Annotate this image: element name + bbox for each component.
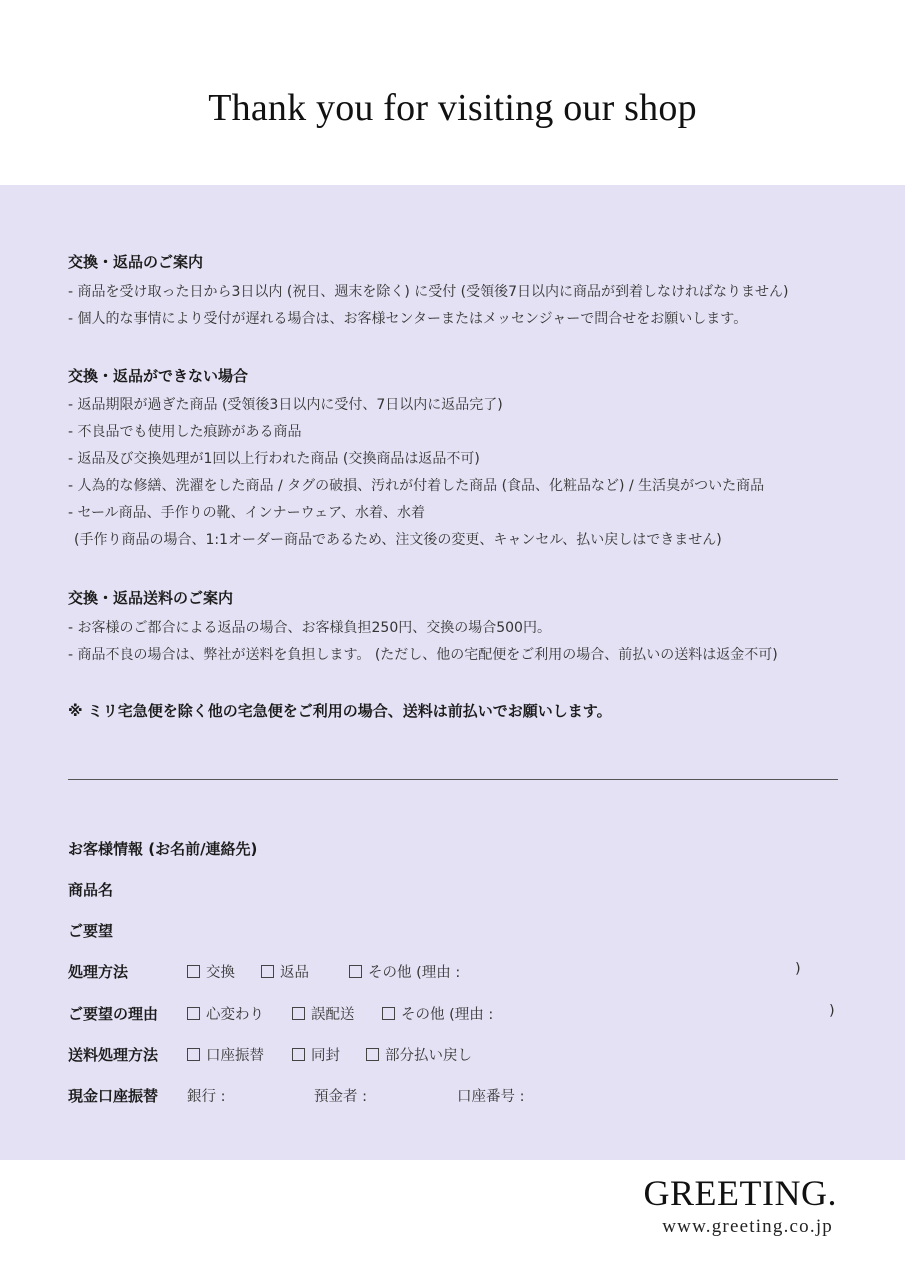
shipping-fee-heading: 交換・返品送料のご案内 [68, 589, 234, 607]
shipping-method-label: 送料処理方法 [68, 1046, 159, 1064]
reason-label: ご要望の理由 [68, 1005, 159, 1023]
shipping-fee-line: - お客様のご都合による返品の場合、お客様負担250円、交換の場合500円。 [68, 620, 551, 636]
reason-close-paren: ) [795, 961, 801, 977]
option-other[interactable] [349, 961, 460, 982]
not-allowed-line: - セール商品、手作りの靴、インナーウェア、水着、水着 [68, 505, 425, 521]
option-wrong-delivery[interactable] [292, 1003, 355, 1024]
product-name-label: 商品名 [68, 881, 114, 899]
page-title: Thank you for visiting our shop [208, 87, 697, 129]
option-partial-refund[interactable] [366, 1044, 472, 1065]
exchange-guide-heading: 交換・返品のご案内 [68, 253, 204, 271]
option-label: 口座振替 [206, 1048, 264, 1064]
option-exchange[interactable] [187, 961, 235, 982]
checkbox-icon[interactable] [187, 1048, 200, 1061]
option-label: 同封 [311, 1048, 340, 1064]
customer-info-label: お客様情報 (お名前/連絡先) [68, 840, 258, 858]
account-number-field[interactable]: 口座番号 : [457, 1089, 525, 1105]
option-label: 交換 [206, 965, 235, 981]
option-change-of-mind[interactable] [187, 1003, 264, 1024]
checkbox-icon[interactable] [292, 1007, 305, 1020]
bank-field[interactable]: 銀行 : [187, 1089, 226, 1105]
divider [68, 779, 838, 780]
shipping-fee-line: - 商品不良の場合は、弊社が送料を負担します。 (ただし、他の宅配便をご利用の場合、前払いの送料は返金不可) [68, 647, 778, 663]
option-return[interactable] [261, 961, 309, 982]
option-label: 心変わり [206, 1007, 264, 1023]
checkbox-icon[interactable] [261, 965, 274, 978]
bank-transfer-label: 現金口座振替 [68, 1087, 159, 1105]
option-label: 返品 [280, 965, 309, 981]
option-label: その他 (理由 : [368, 965, 461, 981]
account-holder-field[interactable]: 預金者 : [314, 1089, 367, 1105]
option-bank-transfer[interactable] [187, 1044, 264, 1065]
not-allowed-heading: 交換・返品ができない場合 [68, 367, 249, 385]
reason-close-paren: ) [829, 1003, 835, 1019]
prepaid-notice: ※ ミリ宅急便を除く他の宅急便をご利用の場合、送料は前払いでお願いします。 [68, 702, 612, 720]
exchange-guide-line: - 個人的な事情により受付が遅れる場合は、お客様センターまたはメッセンジャーで問合せをお願いします。 [68, 311, 748, 327]
checkbox-icon[interactable] [349, 965, 362, 978]
processing-method-label: 処理方法 [68, 963, 129, 981]
not-allowed-line: - 返品及び交換処理が1回以上行われた商品 (交換商品は返品不可) [68, 451, 480, 467]
checkbox-icon[interactable] [366, 1048, 379, 1061]
header [0, 0, 905, 185]
not-allowed-line: - 人為的な修繕、洗濯をした商品 / タグの破損、汚れが付着した商品 (食品、化粧品など) / 生活臭がついた商品 [68, 478, 765, 494]
not-allowed-line: (手作り商品の場合、1:1オーダー商品であるため、注文後の変更、キャンセル、払い戻しはできません) [74, 532, 722, 548]
option-label: 誤配送 [311, 1007, 355, 1023]
request-label: ご要望 [68, 922, 114, 940]
checkbox-icon[interactable] [187, 965, 200, 978]
not-allowed-line: - 不良品でも使用した痕跡がある商品 [68, 424, 302, 440]
option-other-reason[interactable] [382, 1003, 493, 1024]
option-enclosed[interactable] [292, 1044, 340, 1065]
checkbox-icon[interactable] [292, 1048, 305, 1061]
website-url[interactable]: www.greeting.co.jp [662, 1216, 833, 1237]
checkbox-icon[interactable] [382, 1007, 395, 1020]
exchange-guide-line: - 商品を受け取った日から3日以内 (祝日、週末を除く) に受付 (受領後7日以内に商品が到着しなければなりません) [68, 284, 789, 300]
option-label: その他 (理由 : [401, 1007, 494, 1023]
not-allowed-line: - 返品期限が過ぎた商品 (受領後3日以内に受付、7日以内に返品完了) [68, 397, 503, 413]
brand-logo: GREETING. [643, 1173, 837, 1213]
option-label: 部分払い戻し [385, 1048, 472, 1064]
checkbox-icon[interactable] [187, 1007, 200, 1020]
